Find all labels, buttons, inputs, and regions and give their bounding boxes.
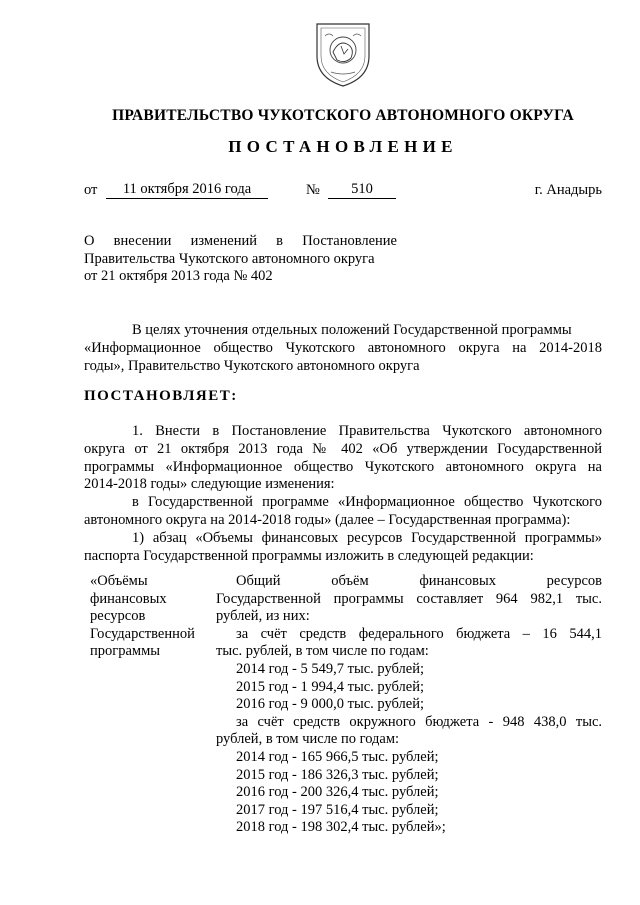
label-line: финансовых [90,590,167,607]
value-line: за счёт средств окружного бюджета - 948 438,0 тыс. [236,713,602,730]
value-line: 2018 год - 198 302,4 тыс. рублей»; [236,819,446,836]
from-label: от [84,182,98,198]
title-line: от 21 октября 2013 года № 402 [84,268,273,285]
value-line: 2014 год - 5 549,7 тыс. рублей; [236,660,424,677]
funding-table-value [216,573,602,837]
body-line: паспорта Государственной программы изложить в следующей редакции: [84,547,534,564]
funding-table-label [90,573,210,661]
document-date: 11 октября 2016 года [106,180,268,199]
value-line: 2017 год - 197 516,4 тыс. рублей; [236,801,439,818]
value-line: 2014 год - 165 966,5 тыс. рублей; [236,748,439,765]
decree-body [84,423,602,565]
preamble-line: В целях уточнения отдельных положений Государственной программы [132,322,572,338]
city: г. Анадырь [534,182,602,198]
body-line: 1. Внести в Постановление Правительства Чукотского автономного [132,423,602,439]
value-line: тыс. рублей, в том числе по годам: [216,643,429,660]
value-line: 2016 год - 9 000,0 тыс. рублей; [236,696,424,713]
preamble [84,322,602,375]
value-line: рублей, в том числе по годам: [216,731,400,748]
body-line: округа от 21 октября 2013 года № 402 «Об утверждении Государственной [84,440,602,457]
document-type: ПОСТАНОВЛЕНИЕ [228,137,458,156]
body-line: в Государственной программе «Информационное общество Чукотского [132,494,602,511]
body-line: 1) абзац «Объемы финансовых ресурсов Государственной программы» [132,529,602,546]
preamble-line: годы», Правительство Чукотского автономного округа [84,357,420,374]
value-line: 2015 год - 186 326,3 тыс. рублей; [236,766,439,783]
value-line: Общий объём финансовых ресурсов [236,573,602,589]
document-title [84,233,397,286]
value-line: рублей, из них: [216,608,310,625]
coat-of-arms-icon [311,16,375,90]
body-line: 2014-2018 годы» следующие изменения: [84,476,335,493]
preamble-line: «Информационное общество Чукотского автономного округа на 2014-2018 [84,339,602,356]
number-label: № [306,182,320,198]
body-line: автономного округа на 2014-2018 годы» (далее – Государственная программа): [84,511,571,528]
label-line: Государственной [90,625,195,642]
body-line: программы «Информационное общество Чукотского автономного округа на [84,458,602,475]
document-number: 510 [328,180,396,199]
decree-word: ПОСТАНОВЛЯЕТ: [84,388,238,404]
label-line: программы [90,643,160,660]
label-line: «Объёмы [90,573,148,589]
value-line: за счёт средств федерального бюджета – 16 544,1 [236,625,602,642]
value-line: 2016 год - 200 326,4 тыс. рублей; [236,784,439,801]
title-line: О внесении изменений в Постановление [84,233,397,249]
government-name: ПРАВИТЕЛЬСТВО ЧУКОТСКОГО АВТОНОМНОГО ОКРУГА [112,107,574,124]
date-number-line [84,180,602,202]
value-line: Государственной программы составляет 964 982,1 тыс. [216,590,602,607]
value-line: 2015 год - 1 994,4 тыс. рублей; [236,678,424,695]
title-line: Правительства Чукотского автономного округа [84,250,375,267]
label-line: ресурсов [90,608,146,625]
